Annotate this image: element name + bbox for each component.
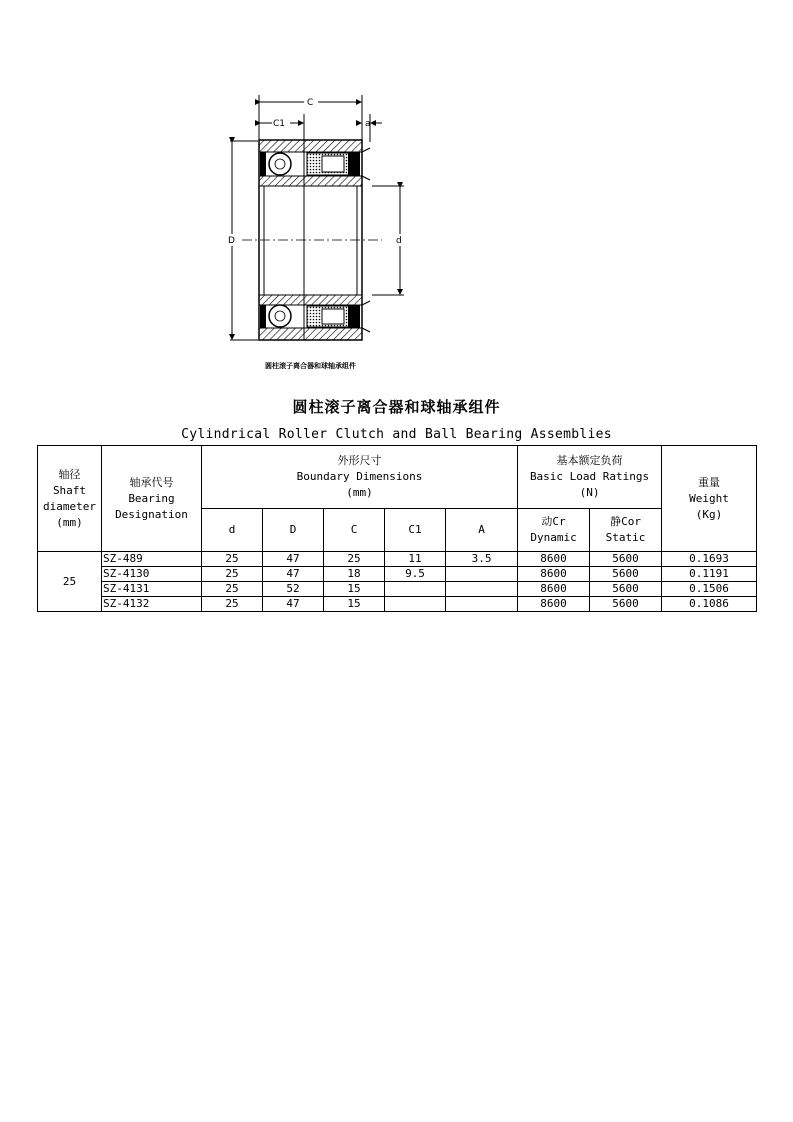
designation-cell: SZ-4130 xyxy=(102,567,202,582)
d-cell: 25 xyxy=(202,567,263,582)
A-cell: 3.5 xyxy=(446,552,518,567)
header-boundary-dimensions: 外形尺寸 Boundary Dimensions (mm) xyxy=(202,446,518,509)
header-shaft-diameter: 轴径 Shaft diameter (mm) xyxy=(38,446,102,552)
C1-cell: 9.5 xyxy=(385,567,446,582)
C1-cell xyxy=(385,582,446,597)
bearing-cross-section-drawing xyxy=(222,90,402,375)
A-cell xyxy=(446,582,518,597)
title-english: Cylindrical Roller Clutch and Ball Bearing Assemblies xyxy=(181,427,612,442)
subheader-C1: C1 xyxy=(385,509,446,552)
dim-D-label: D xyxy=(228,236,235,246)
C1-cell: 11 xyxy=(385,552,446,567)
C-cell: 25 xyxy=(324,552,385,567)
weight-cell: 0.1191 xyxy=(662,567,757,582)
subheader-dynamic: 动Cr Dynamic xyxy=(518,509,590,552)
table-row xyxy=(38,552,757,567)
dim-a-label: a xyxy=(365,119,371,129)
C-cell: 15 xyxy=(324,582,385,597)
C-cell: 18 xyxy=(324,567,385,582)
d-cell: 25 xyxy=(202,582,263,597)
designation-cell: SZ-4132 xyxy=(102,597,202,612)
table-row xyxy=(38,597,757,612)
specification-table xyxy=(37,445,757,612)
table-row xyxy=(38,567,757,582)
static-cell: 5600 xyxy=(590,582,662,597)
subheader-D: D xyxy=(263,509,324,552)
C-cell: 15 xyxy=(324,597,385,612)
d-cell: 25 xyxy=(202,552,263,567)
dynamic-cell: 8600 xyxy=(518,552,590,567)
header-row-1 xyxy=(38,446,757,509)
dynamic-cell: 8600 xyxy=(518,597,590,612)
A-cell xyxy=(446,597,518,612)
static-cell: 5600 xyxy=(590,597,662,612)
weight-cell: 0.1506 xyxy=(662,582,757,597)
D-cell: 47 xyxy=(263,567,324,582)
title-chinese: 圆柱滚子离合器和球轴承组件 xyxy=(292,398,501,416)
weight-cell: 0.1086 xyxy=(662,597,757,612)
subheader-C: C xyxy=(324,509,385,552)
D-cell: 47 xyxy=(263,597,324,612)
drawing-caption: 圆柱滚子离合器和球轴承组件 xyxy=(265,362,356,370)
header-basic-load-ratings: 基本额定负荷 Basic Load Ratings (N) xyxy=(518,446,662,509)
designation-cell: SZ-489 xyxy=(102,552,202,567)
header-weight: 重量 Weight (Kg) xyxy=(662,446,757,552)
weight-cell: 0.1693 xyxy=(662,552,757,567)
subheader-A: A xyxy=(446,509,518,552)
D-cell: 52 xyxy=(263,582,324,597)
dynamic-cell: 8600 xyxy=(518,567,590,582)
subheader-static: 静Cor Static xyxy=(590,509,662,552)
subheader-d: d xyxy=(202,509,263,552)
static-cell: 5600 xyxy=(590,552,662,567)
D-cell: 47 xyxy=(263,552,324,567)
header-bearing-designation: 轴承代号 Bearing Designation xyxy=(102,446,202,552)
C1-cell xyxy=(385,597,446,612)
shaft-diameter-value: 25 xyxy=(38,552,102,612)
A-cell xyxy=(446,567,518,582)
static-cell: 5600 xyxy=(590,567,662,582)
table-row xyxy=(38,582,757,597)
dim-c-label: C xyxy=(307,98,314,108)
dynamic-cell: 8600 xyxy=(518,582,590,597)
dim-d-label: d xyxy=(396,236,402,246)
dim-c1-label: C1 xyxy=(273,119,286,129)
d-cell: 25 xyxy=(202,597,263,612)
designation-cell: SZ-4131 xyxy=(102,582,202,597)
